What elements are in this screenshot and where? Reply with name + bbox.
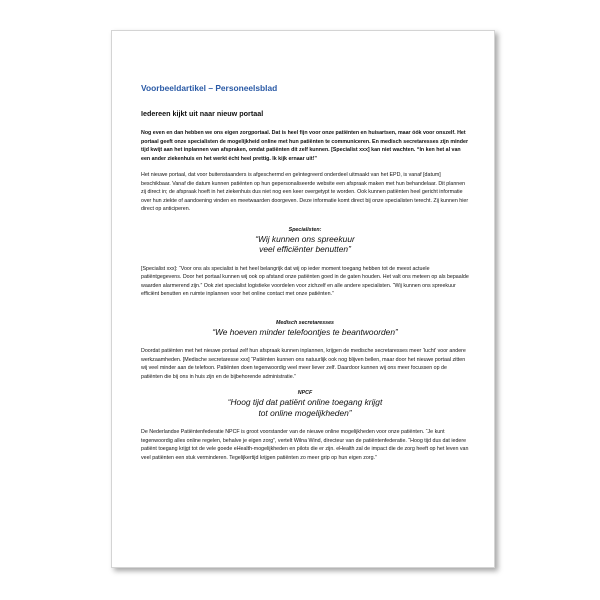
body-paragraph-4: Doordat patiënten met het nieuwe portaal zelf hun afspraak kunnen inplannen, krijgen de medische secretaresses meer ‘lucht’ voor andere werkzaamheden. [Medische secretaresse xxx] “Patiënten kunnen ons natuurlijk ook nog blijven bellen, maar door het nieuwe portaal zitten wij veel minder aan de telefoon. Patiënten doen tegenwoordig veel meer liever zelf. Daardoor kunnen wij ons meer focussen op de patiënten die bij ons in huis zijn en de bijbehorende administratie.” bbox=[141, 348, 466, 380]
quote-3-label: NPCF bbox=[297, 390, 313, 396]
body-paragraph-5: De Nederlandse Patiëntenfederatie NPCF is groot voorstander van de nieuwe online mogelijkheden voor onze patiënten. “Je kunt tegenwoordig alles online regelen, behalve je eigen zorg”, vertelt Wilna Wind, directeur van de patiëntenfederatie. “Hoog tijd dus dat iedere patiënt toegang krijgt tot de vele goede eHealth-mogelijkheden en pilots die er zijn. eHealth zal de impact die de zorg heeft op het leven van veel patiënten een stuk verminderen. Tegelijkertijd krijgen patiënten zo meer grip op hun eigen zorg.” bbox=[141, 429, 469, 461]
pull-quote-3-line-2: tot online mogelijkheden” bbox=[258, 407, 352, 418]
body-paragraph-2: Het nieuwe portaal, dat voor buitenstaanders is afgeschermd en geïntegreerd onderdeel uitmaakt van het EPD, is vanaf [datum] beschikbaar. Vanaf die datum kunnen patiënten op hun gepersonaliseerde website een afspraak maken met hun behandelaar. Dit plannen zij direct in; de afspraak hoeft in het ziekenhuis dus niet nog een keer overgetypt te worden. Ook kunnen patiënten heel gericht informatie over hun ziekte of aandoening vinden en meetwaarden doorgeven. Deze informatie komt direct bij onze specialisten terecht. Zij kunnen hier direct op anticiperen. bbox=[141, 172, 469, 212]
document-content bbox=[141, 83, 469, 470]
pull-quote-3-line-1: “Hoog tijd dat patiënt online toegang krijgt bbox=[227, 397, 383, 407]
pull-quote-1-line-2: veel efficiënter benutten” bbox=[259, 244, 351, 254]
pull-quote-2-line-1: “We hoeven minder telefoontjes te beantwoorden” bbox=[212, 326, 398, 337]
pull-quote-3 bbox=[141, 397, 469, 418]
document-page bbox=[111, 30, 495, 568]
quote-2-label: Medisch secretaresses bbox=[275, 319, 334, 326]
article-headline: Iedereen kijkt uit naar nieuw portaal bbox=[141, 109, 264, 118]
document-title: Voorbeeldartikel – Personeelsblad bbox=[141, 83, 278, 93]
pull-quote-2 bbox=[141, 327, 469, 338]
quote-1-label: Specialisten: bbox=[288, 226, 322, 233]
pull-quote-1 bbox=[141, 234, 469, 255]
intro-paragraph: Nog even en dan hebben we ons eigen zorgportaal. Dat is heel fijn voor onze patiënten en huisartsen, maar óók voor onszelf. Het portaal geeft onze specialisten de mogelijkheid online met hun patiënten te communiceren. En medisch secretaresses zijn minder tijd kwijt aan het inplannen van afspraken, omdat patiënten dit zelf kunnen. [Specialist xxx] kan niet wachten. “In ken het al van een ander ziekenhuis en het werkt écht heel prettig. Ik kijk ernaar uit!” bbox=[141, 130, 469, 162]
pull-quote-1-line-1: “Wij kunnen ons spreekuur bbox=[255, 233, 355, 244]
body-paragraph-3: [Specialist xxx]: “Voor ons als specialist is het heel belangrijk dat wij op ieder moment toegang hebben tot de meest actuele patiëntgegevens. Door het portaal kunnen wij ook op afstand onze patiënten goed in de gaten houden. Het valt ons meteen op als bepaalde waarden alarmerend zijn.” Ook ziet specialist logistieke voordelen voor zichzelf en alle andere specialisten. “Wij kunnen ons spreekuur efficiënt benutten en ruimte inplannen voor het online contact met onze patiënten.” bbox=[141, 265, 469, 297]
